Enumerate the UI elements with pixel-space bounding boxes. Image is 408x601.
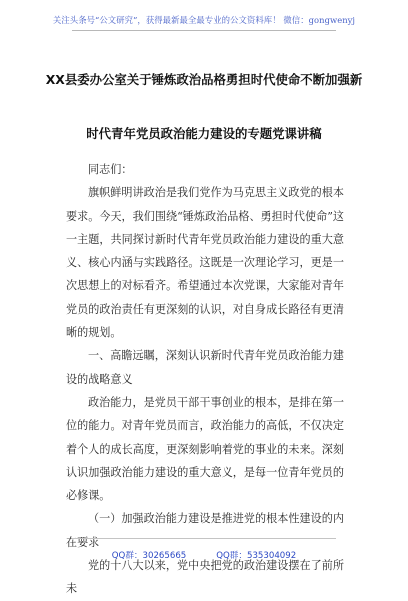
document-body [66, 158, 344, 601]
document-title-line-1: XX县委办公室关于锤炼政治品格勇担时代使命不断加强新 [45, 72, 363, 87]
footer-contact [0, 549, 408, 561]
header-divider [72, 30, 336, 31]
qq-group-1: QQ群：30265665 [111, 551, 187, 561]
section-heading-1: 一、高瞻远瞩，深刻认识新时代青年党员政治能力建设的战略意义 [66, 349, 344, 386]
intro-paragraph: 旗帜鲜明讲政治是我们党作为马克思主义政党的根本要求。今天，我们围绕“锤炼政治品格、勇担时代使命”这一主题，共同探讨新时代青年党员政治能力建设的重大意义、核心内涵与实践路径。这既是一次理论学习，更是一次思想上的对标看齐。希望通过本次党课，大家能对青年党员的政治责任有更深刻的认识，对自身成长路径有更清晰的规划。 [66, 186, 344, 340]
footer-divider [72, 538, 336, 539]
qq-group-2: QQ群：535304092 [216, 551, 297, 561]
promo-banner: 关注头条号“公文研究”，获得最新最全最专业的公文资料库！ 微信：gongwenyj [52, 15, 356, 25]
body-paragraph: 政治能力，是党员干部干事创业的根本，是排在第一位的能力。对青年党员而言，政治能力的高低，不仅决定着个人的成长高度，更深刻影响着党的事业的未来。深刻认识加强政治能力建设的重大意义，是每一位青年党员的必修课。 [66, 395, 344, 503]
salutation: 同志们： [88, 163, 133, 176]
body-paragraph-truncated: 党的十八大以来，党中央把党的政治建设摆在了前所未 [66, 559, 344, 596]
document-title-line-2: 时代青年党员政治能力建设的专题党课讲稿 [86, 126, 322, 141]
subsection-heading-1: （一）加强政治能力建设是推进党的根本性建设的内在要求 [66, 512, 344, 549]
